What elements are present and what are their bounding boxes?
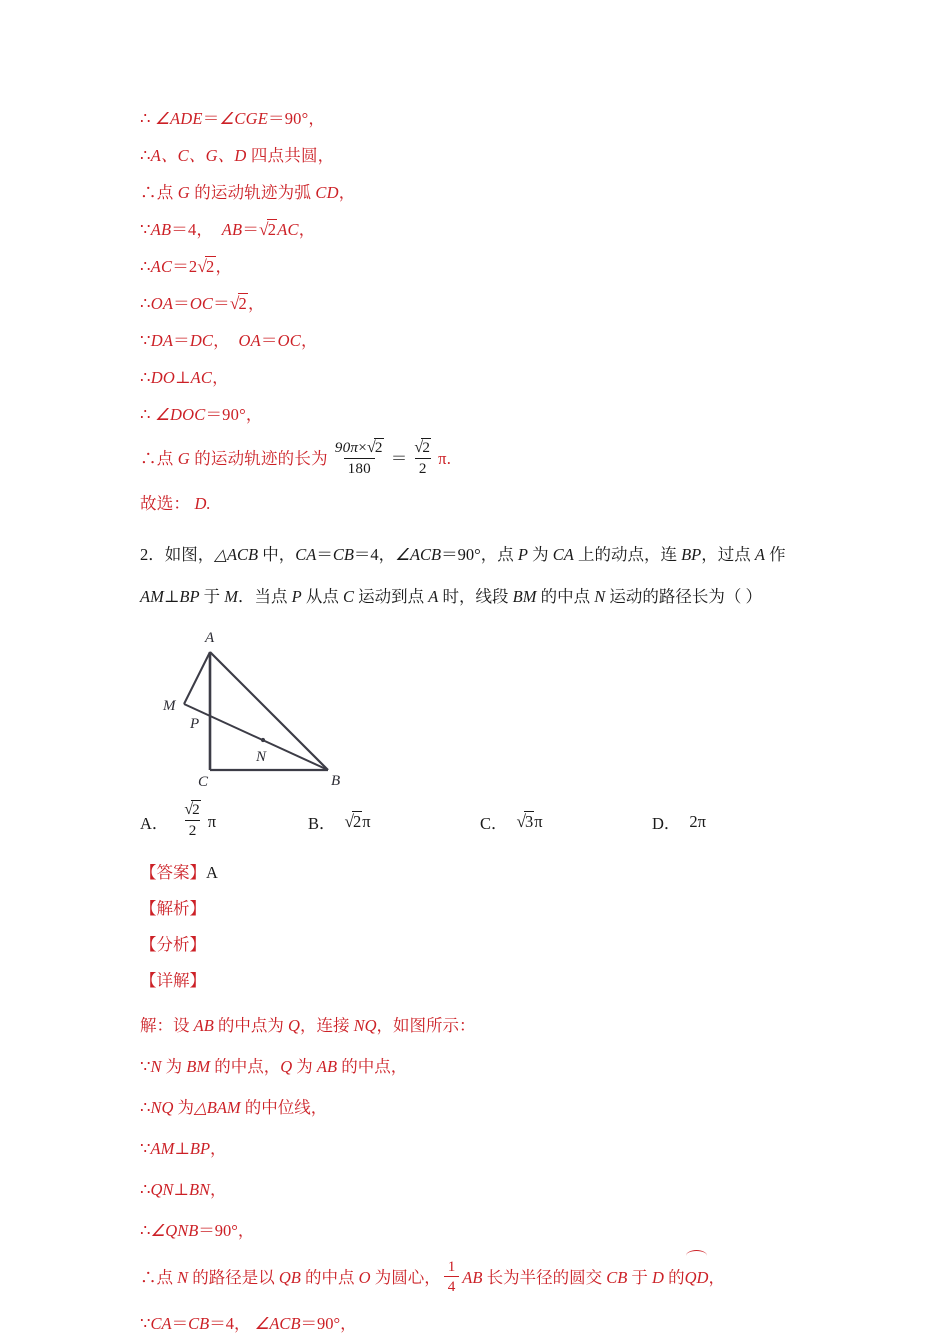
proof-line-1 (140, 100, 820, 137)
segment-bn: BN (188, 1179, 211, 1199)
sol2-text-2: 的中点， (210, 1056, 281, 1076)
radical-sign: √ (259, 220, 269, 239)
segment-da: DA (150, 331, 174, 350)
segment-ab: AB (462, 1267, 483, 1287)
label-b: B (331, 773, 341, 789)
point-g: G (177, 449, 190, 468)
segment-nq: NQ (150, 1097, 174, 1117)
value-90: 90 (334, 439, 351, 457)
segment-bm: BM (186, 1056, 211, 1076)
q-text-8: 作 (764, 545, 786, 564)
fraction-one-quarter (444, 1258, 460, 1295)
label-a: A (205, 630, 215, 646)
arc-cd: CD (315, 183, 339, 202)
option-a-key: A． (140, 813, 169, 833)
equals-sign-3: ＝ (300, 1313, 318, 1333)
proof-line-4 (140, 211, 820, 248)
proof-line-10 (140, 433, 820, 485)
q-text-6: 上的动点，连 (573, 545, 682, 564)
radicand: 2 (206, 257, 215, 276)
point-g: G (177, 183, 190, 202)
point-a: A (754, 545, 765, 564)
radical-sign: √ (197, 257, 208, 276)
sol7-text-7: 的 (663, 1267, 685, 1287)
proof-line-7 (140, 322, 820, 359)
solution-line-4 (140, 1128, 820, 1169)
comma-2: ， (340, 1313, 357, 1333)
therefore-symbol: ∴ (140, 1267, 157, 1287)
pi-symbol: π (350, 439, 359, 457)
equals-sign-2: ＝ (213, 294, 230, 313)
equals-sign: ＝ (173, 331, 190, 350)
radical-sign: √ (184, 800, 194, 818)
sol3-text-1: 为 (173, 1097, 195, 1117)
arc-qd: QD (685, 1251, 709, 1303)
point-c: C (343, 587, 355, 606)
fraction-arc-length (331, 439, 388, 477)
question-line-2 (140, 576, 820, 618)
perpendicular-symbol: ⊥ (163, 587, 180, 606)
segment-ab: AB (193, 1015, 214, 1035)
equals-sign-2: ＝ (209, 1313, 226, 1333)
segment-nq: NQ (353, 1015, 377, 1035)
value-4: 4 (187, 220, 197, 239)
equals-sign: ＝ (172, 257, 189, 276)
fraction-denominator: 2 (185, 820, 201, 839)
analysis-row (140, 891, 820, 927)
sqrt-2 (414, 439, 431, 457)
equals-sign: ＝ (205, 405, 223, 424)
segment-oc: OC (277, 331, 301, 350)
q2-text-6: 的中点 (536, 587, 595, 606)
geometry-figure (158, 624, 368, 789)
conclusion-label: 故选： (140, 494, 191, 513)
segment-ab: AB (150, 220, 172, 239)
therefore-symbol: ∴ (140, 449, 157, 468)
angle-acb: ∠ACB (395, 545, 442, 564)
sqrt-2 (184, 801, 200, 819)
comma: ， (245, 405, 263, 424)
sqrt-3 (517, 812, 535, 832)
points-acgd: A、C、G、D (150, 146, 247, 165)
comma: ， (210, 1138, 227, 1158)
because-symbol: ∵ (140, 1313, 151, 1333)
option-d-key: D． (652, 813, 681, 833)
point-q: Q (280, 1056, 293, 1076)
approach-label: 【分析】 (140, 934, 206, 954)
q-text-7: ，过点 (701, 545, 755, 564)
comma: ， (212, 368, 229, 387)
label-n: N (256, 749, 267, 765)
sol-text-1: 的中点为 (213, 1015, 289, 1035)
therefore-symbol: ∴ (140, 257, 151, 276)
comma: ， (708, 1267, 725, 1287)
radical-sign: √ (344, 811, 355, 831)
option-c-key: C． (480, 813, 508, 833)
segment-ab-2: AB (221, 220, 243, 239)
pi-symbol: π (534, 811, 543, 831)
proof-line-8 (140, 359, 820, 396)
coefficient-2: 2 (188, 257, 198, 276)
comma: ， (298, 220, 316, 239)
segment-oa: OA (238, 331, 261, 350)
q2-text-7: 运动的路径长为（ ） (605, 587, 762, 606)
solution-line-7 (140, 1251, 820, 1303)
solution-line-8 (140, 1303, 820, 1344)
equals-sign: ＝ (316, 545, 333, 564)
point-m: M (224, 587, 239, 606)
fraction-numerator: 1 (447, 1258, 456, 1276)
therefore-symbol: ∴ (140, 183, 157, 202)
point-word: 点 (156, 183, 174, 202)
radicand: 3 (525, 811, 534, 831)
segment-ab: AB (316, 1056, 338, 1076)
option-a[interactable] (140, 800, 308, 841)
degree-90: 90° (284, 109, 309, 128)
sol-text-3: ，如图所示： (376, 1015, 476, 1035)
because-symbol: ∵ (140, 1138, 151, 1158)
segment-cb: CB (606, 1267, 628, 1287)
option-b-key: B． (308, 813, 336, 833)
option-d[interactable] (652, 810, 772, 834)
pi-symbol: π (362, 811, 371, 831)
label-c: C (198, 774, 209, 789)
sol3-text-2: 的中位线， (240, 1097, 328, 1117)
q-text-5: 为 (527, 545, 553, 564)
solution-line-3 (140, 1087, 820, 1128)
point-p: P (517, 545, 528, 564)
option-c[interactable] (480, 810, 652, 834)
label-p: P (190, 716, 200, 732)
angle-doc: ∠DOC (155, 405, 206, 424)
comma: ， (248, 294, 265, 313)
pi-symbol: π (438, 449, 447, 468)
radical-sign: √ (366, 439, 376, 457)
segment-ab-line (210, 652, 328, 770)
segment-am-line (184, 652, 210, 704)
point-p: P (291, 587, 302, 606)
proof-line-6 (140, 285, 820, 322)
answer-value: A (206, 862, 218, 882)
fraction-denominator: 4 (444, 1276, 460, 1295)
perpendicular-symbol: ⊥ (174, 368, 191, 387)
arc-length-text: 的运动轨迹的长为 (194, 449, 328, 468)
proof-line-2 (140, 137, 820, 174)
sol2-text-3: 为 (292, 1056, 317, 1076)
approach-row (140, 927, 820, 963)
comma: ， (196, 220, 214, 239)
answer-options-row (140, 800, 820, 841)
because-symbol: ∵ (140, 1056, 151, 1076)
sol-text-2: ，连接 (299, 1015, 354, 1035)
q2-text-5: 时，线段 (438, 587, 513, 606)
triangle-bam: △BAM (194, 1097, 241, 1117)
sol7-text-6: 于 (627, 1267, 653, 1287)
equals-sign-2: ＝ (268, 109, 285, 128)
segment-ca-2: CA (552, 545, 574, 564)
point-n: N (150, 1056, 162, 1076)
equals-sign: ＝ (198, 1220, 215, 1240)
segment-ac: AC (190, 368, 213, 387)
segment-bp: BP (179, 587, 200, 606)
radicand: 2 (267, 220, 277, 239)
comma: ， (213, 331, 230, 350)
solution-block (140, 1005, 820, 1344)
q-text-3: ， (378, 545, 396, 564)
segment-oa: OA (150, 294, 174, 313)
comma: ， (308, 109, 326, 128)
angle-qnb: ∠QNB (150, 1220, 199, 1240)
q-text-1: 如图， (164, 545, 215, 564)
sol7-text-3: 的中点 (300, 1267, 359, 1287)
comma: ， (210, 1179, 227, 1199)
sol7-text-2: 的路径是以 (188, 1267, 279, 1287)
label-m: M (163, 698, 176, 714)
point-o: O (358, 1267, 371, 1287)
equals-sign: ＝ (390, 449, 408, 468)
segment-ac: AC (277, 220, 299, 239)
q2-text-3: 从点 (301, 587, 343, 606)
fraction-numerator (410, 439, 435, 458)
sol2-text-4: 的中点， (337, 1056, 408, 1076)
fraction-denominator: 2 (415, 458, 431, 477)
therefore-symbol: ∴ (140, 405, 151, 424)
radicand: 2 (374, 439, 383, 457)
concyclic-text: 四点共圆， (250, 146, 335, 165)
solution-line-5 (140, 1169, 820, 1210)
degree-90: 90° (222, 405, 246, 424)
sol7-text-1: 点 (156, 1267, 178, 1287)
radicand: 2 (238, 294, 247, 313)
point-a: A (428, 587, 439, 606)
equals-sign-3: ＝ (441, 545, 458, 564)
answer-tag-block (140, 855, 820, 999)
segment-do: DO (150, 368, 175, 387)
segment-ca: CA (295, 545, 317, 564)
segment-am: AM (150, 1138, 175, 1158)
period: . (446, 449, 452, 468)
proof-line-3 (140, 174, 820, 211)
angle-cge: ∠CGE (219, 109, 268, 128)
option-b[interactable] (308, 810, 480, 834)
segment-bm: BM (512, 587, 537, 606)
therefore-symbol: ∴ (140, 368, 151, 387)
equals-sign: ＝ (171, 1313, 189, 1333)
equals-sign-2: ＝ (242, 220, 260, 239)
equals-sign: ＝ (171, 220, 188, 239)
fraction-result (410, 439, 435, 477)
q-text-4: ，点 (480, 545, 518, 564)
segment-oc: OC (189, 294, 214, 313)
analysis-label: 【解析】 (140, 898, 206, 918)
segment-ac: AC (150, 257, 173, 276)
sqrt-2 (230, 285, 248, 322)
page-content (140, 100, 820, 1344)
therefore-symbol: ∴ (140, 1097, 151, 1117)
proof-conclusion (140, 485, 820, 522)
segment-bp: BP (681, 545, 702, 564)
value-4: 4 (370, 545, 379, 564)
perpendicular-symbol: ⊥ (173, 1179, 189, 1199)
comma: ， (338, 183, 356, 202)
segment-qn: QN (150, 1179, 174, 1199)
angle-acb: ∠ACB (254, 1313, 301, 1333)
detail-row (140, 963, 820, 999)
answer-label: 【答案】 (140, 862, 206, 882)
segment-cb: CB (188, 1313, 210, 1333)
therefore-symbol: ∴ (140, 1179, 151, 1199)
conclusion-value: D. (194, 494, 211, 513)
point-n: N (594, 587, 606, 606)
question-number: 2． (140, 545, 165, 564)
q2-text-4: 运动到点 (354, 587, 429, 606)
fraction-numerator (331, 439, 388, 458)
solution-line-2 (140, 1046, 820, 1087)
equals-sign-2: ＝ (260, 331, 278, 350)
q2-text-1: 于 (199, 587, 225, 606)
solution-line-1 (140, 1005, 820, 1046)
equals-sign: ＝ (202, 109, 220, 128)
question-block (140, 534, 820, 618)
sol2-text-1: 为 (161, 1056, 187, 1076)
radicand: 2 (192, 800, 200, 818)
therefore-symbol: ∴ (140, 146, 151, 165)
comma: ， (233, 1313, 251, 1333)
pi-symbol: π (207, 811, 217, 831)
comma: ， (237, 1220, 255, 1240)
sol7-text-4: 为圆心， (370, 1267, 441, 1287)
radicand: 2 (422, 439, 431, 457)
radical-sign: √ (414, 439, 424, 457)
question-line-1 (140, 534, 820, 576)
point-q: Q (288, 1015, 300, 1035)
sqrt-2 (345, 812, 363, 832)
point-n-dot (261, 738, 265, 742)
point-word: 点 (156, 449, 174, 468)
therefore-symbol: ∴ (140, 109, 151, 128)
sqrt-2 (197, 248, 215, 285)
sqrt-2 (367, 439, 384, 457)
segment-cb: CB (332, 545, 354, 564)
segment-am: AM (140, 587, 164, 606)
detail-label: 【详解】 (140, 970, 206, 990)
q2-text-2: ．当点 (238, 587, 292, 606)
sol7-text-5: 长为半径的圆交 (482, 1267, 607, 1287)
point-n: N (177, 1267, 189, 1287)
therefore-symbol: ∴ (140, 1220, 151, 1240)
proof-block-top (140, 100, 820, 522)
answer-row (140, 855, 820, 891)
radical-sign: √ (516, 811, 527, 831)
sqrt-2 (259, 211, 277, 248)
therefore-symbol: ∴ (140, 294, 151, 313)
fraction-numerator (180, 801, 204, 820)
option-a-fraction (180, 801, 204, 839)
segment-ca: CA (150, 1313, 172, 1333)
value-4: 4 (225, 1313, 234, 1333)
comma: ， (300, 331, 318, 350)
radicand: 2 (353, 811, 362, 831)
equals-sign-2: ＝ (353, 545, 371, 564)
because-symbol: ∵ (140, 331, 151, 350)
angle-ade: ∠ADE (155, 109, 203, 128)
point-d: D (652, 1267, 664, 1287)
degree-90: 90° (317, 1313, 341, 1333)
option-d-value: 2π (689, 811, 707, 831)
because-symbol: ∵ (140, 220, 151, 239)
perpendicular-symbol: ⊥ (174, 1138, 190, 1158)
comma: ， (215, 257, 233, 276)
segment-dc: DC (189, 331, 214, 350)
proof-line-9 (140, 396, 820, 433)
solution-line-6 (140, 1210, 820, 1251)
figure-svg (158, 624, 368, 789)
segment-bp: BP (189, 1138, 211, 1158)
fraction-denominator: 180 (344, 458, 375, 477)
degree-90: 90° (457, 545, 481, 564)
q-text-2: 中， (258, 545, 296, 564)
times-symbol: × (358, 439, 367, 457)
proof-line-5 (140, 248, 820, 285)
trajectory-text: 的运动轨迹为弧 (194, 183, 312, 202)
radical-sign: √ (229, 294, 240, 313)
segment-qb: QB (278, 1267, 301, 1287)
sol-lead: 解：设 (140, 1015, 194, 1035)
equals-sign: ＝ (173, 294, 190, 313)
degree-90: 90° (214, 1220, 238, 1240)
triangle-acb: △ACB (214, 545, 259, 564)
